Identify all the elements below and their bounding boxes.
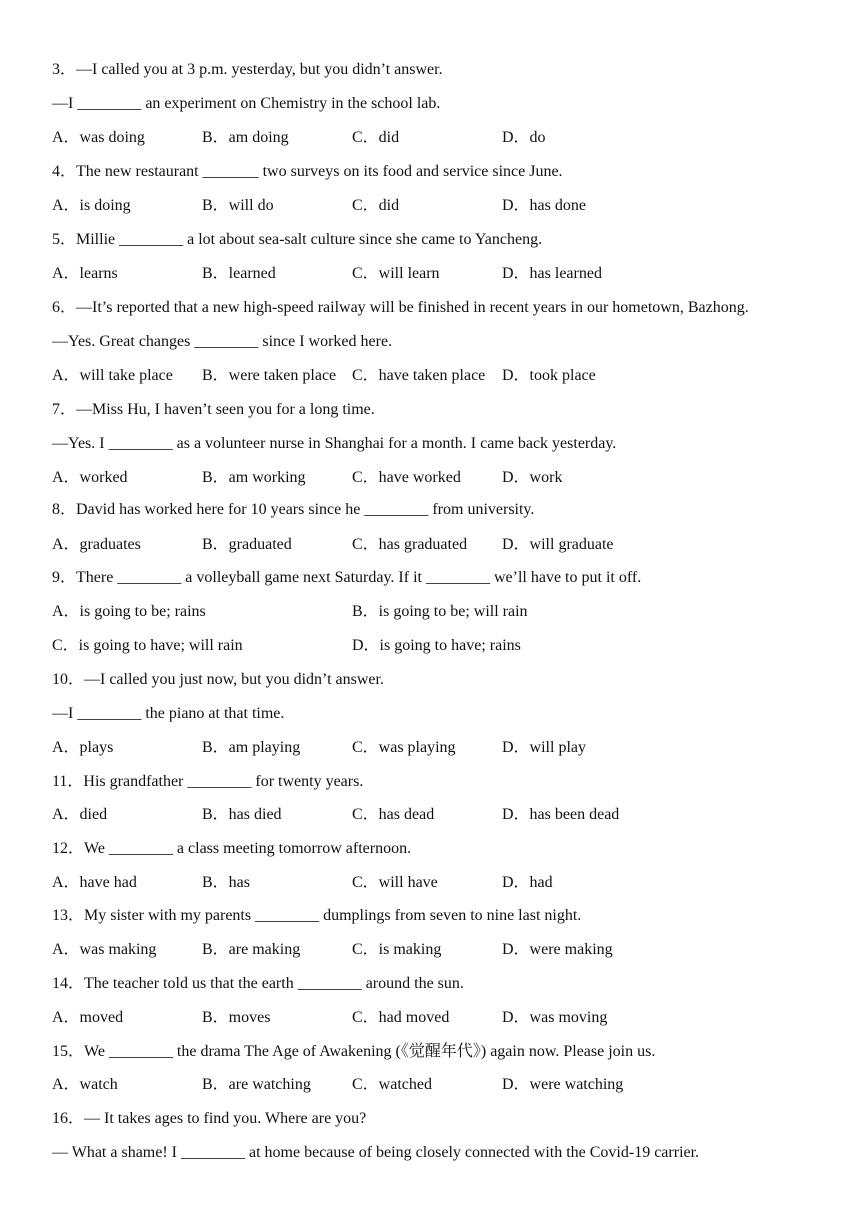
option-d[interactable]: D．has been dead <box>502 806 620 823</box>
question-9-stem: 9．There ________ a volleyball game next Saturday. If it ________ we’ll have to put it off. <box>52 569 642 586</box>
option-b[interactable]: B．are making <box>202 941 301 958</box>
option-b[interactable]: B．learned <box>202 265 276 282</box>
option-d[interactable]: D．has done <box>502 197 586 214</box>
option-b[interactable]: B．has died <box>202 806 282 823</box>
question-3-stem: 3．—I called you at 3 p.m. yesterday, but you didn’t answer. <box>52 61 443 78</box>
option-d[interactable]: D．will graduate <box>502 536 614 553</box>
option-d[interactable]: D．do <box>502 129 546 146</box>
question-4-stem: 4．The new restaurant _______ two surveys on its food and service since June. <box>52 163 563 180</box>
option-d[interactable]: D．took place <box>502 367 596 384</box>
option-a[interactable]: A．watch <box>52 1076 118 1093</box>
option-a[interactable]: A．worked <box>52 469 128 486</box>
option-b[interactable]: B．will do <box>202 197 274 214</box>
option-a[interactable]: A．moved <box>52 1009 124 1026</box>
question-6-stem: 6．—It’s reported that a new high-speed railway will be finished in recent years in our hometown, Bazhong. <box>52 299 749 316</box>
question-7-stem-reply: —Yes. I ________ as a volunteer nurse in Shanghai for a month. I came back yesterday. <box>52 435 617 452</box>
option-c[interactable]: C．did <box>352 197 400 214</box>
option-c[interactable]: C．will learn <box>352 265 440 282</box>
option-b[interactable]: B．moves <box>202 1009 271 1026</box>
option-a[interactable]: A．graduates <box>52 536 141 553</box>
question-8-stem: 8．David has worked here for 10 years since he ________ from university. <box>52 501 535 518</box>
option-a[interactable]: A．is doing <box>52 197 131 214</box>
option-a[interactable]: A．plays <box>52 739 114 756</box>
option-b[interactable]: B．am working <box>202 469 306 486</box>
question-10-stem: 10．—I called you just now, but you didn’t answer. <box>52 671 384 688</box>
option-c[interactable]: C．will have <box>352 874 438 891</box>
question-7-stem: 7．—Miss Hu, I haven’t seen you for a long time. <box>52 401 375 418</box>
question-16-stem-reply: — What a shame! I ________ at home because of being closely connected with the Covid-19 carrier. <box>52 1144 700 1161</box>
option-d[interactable]: D．has learned <box>502 265 602 282</box>
option-c[interactable]: C．was playing <box>352 739 456 756</box>
option-c[interactable]: C．has graduated <box>352 536 468 553</box>
option-b[interactable]: B．is going to be; will rain <box>352 603 528 620</box>
option-b[interactable]: B．are watching <box>202 1076 311 1093</box>
option-c[interactable]: C．is making <box>352 941 442 958</box>
option-b[interactable]: B．am doing <box>202 129 289 146</box>
question-3-stem-reply: —I ________ an experiment on Chemistry in the school lab. <box>52 95 441 112</box>
option-c[interactable]: C．watched <box>352 1076 432 1093</box>
option-b[interactable]: B．were taken place <box>202 367 337 384</box>
option-a[interactable]: A．will take place <box>52 367 173 384</box>
question-10-stem-reply: —I ________ the piano at that time. <box>52 705 285 722</box>
option-b[interactable]: B．am playing <box>202 739 301 756</box>
option-d[interactable]: D．work <box>502 469 563 486</box>
question-12-stem: 12．We ________ a class meeting tomorrow afternoon. <box>52 840 412 857</box>
question-16-stem: 16．— It takes ages to find you. Where are you? <box>52 1110 367 1127</box>
option-a[interactable]: A．died <box>52 806 108 823</box>
option-c[interactable]: C．is going to have; will rain <box>52 637 243 654</box>
option-c[interactable]: C．have worked <box>352 469 461 486</box>
question-13-stem: 13．My sister with my parents ________ dumplings from seven to nine last night. <box>52 907 582 924</box>
option-d[interactable]: D．were making <box>502 941 613 958</box>
question-14-stem: 14．The teacher told us that the earth ________ around the sun. <box>52 975 464 992</box>
option-c[interactable]: C．have taken place <box>352 367 486 384</box>
question-6-stem-reply: —Yes. Great changes ________ since I worked here. <box>52 333 393 350</box>
option-c[interactable]: C．did <box>352 129 400 146</box>
option-a[interactable]: A．was doing <box>52 129 145 146</box>
option-c[interactable]: C．has dead <box>352 806 435 823</box>
option-d[interactable]: D．will play <box>502 739 586 756</box>
option-a[interactable]: A．was making <box>52 941 157 958</box>
option-a[interactable]: A．is going to be; rains <box>52 603 206 620</box>
option-d[interactable]: D．had <box>502 874 553 891</box>
option-b[interactable]: B．has <box>202 874 251 891</box>
question-15-stem: 15．We ________ the drama The Age of Awakening (《觉醒年代》) again now. Please join us. <box>52 1043 656 1060</box>
option-d[interactable]: D．is going to have; rains <box>352 637 521 654</box>
option-a[interactable]: A．learns <box>52 265 118 282</box>
option-d[interactable]: D．were watching <box>502 1076 624 1093</box>
option-d[interactable]: D．was moving <box>502 1009 608 1026</box>
question-11-stem: 11．His grandfather ________ for twenty years. <box>52 773 364 790</box>
option-c[interactable]: C．had moved <box>352 1009 450 1026</box>
question-5-stem: 5．Millie ________ a lot about sea-salt culture since she came to Yancheng. <box>52 231 543 248</box>
option-b[interactable]: B．graduated <box>202 536 292 553</box>
option-a[interactable]: A．have had <box>52 874 137 891</box>
